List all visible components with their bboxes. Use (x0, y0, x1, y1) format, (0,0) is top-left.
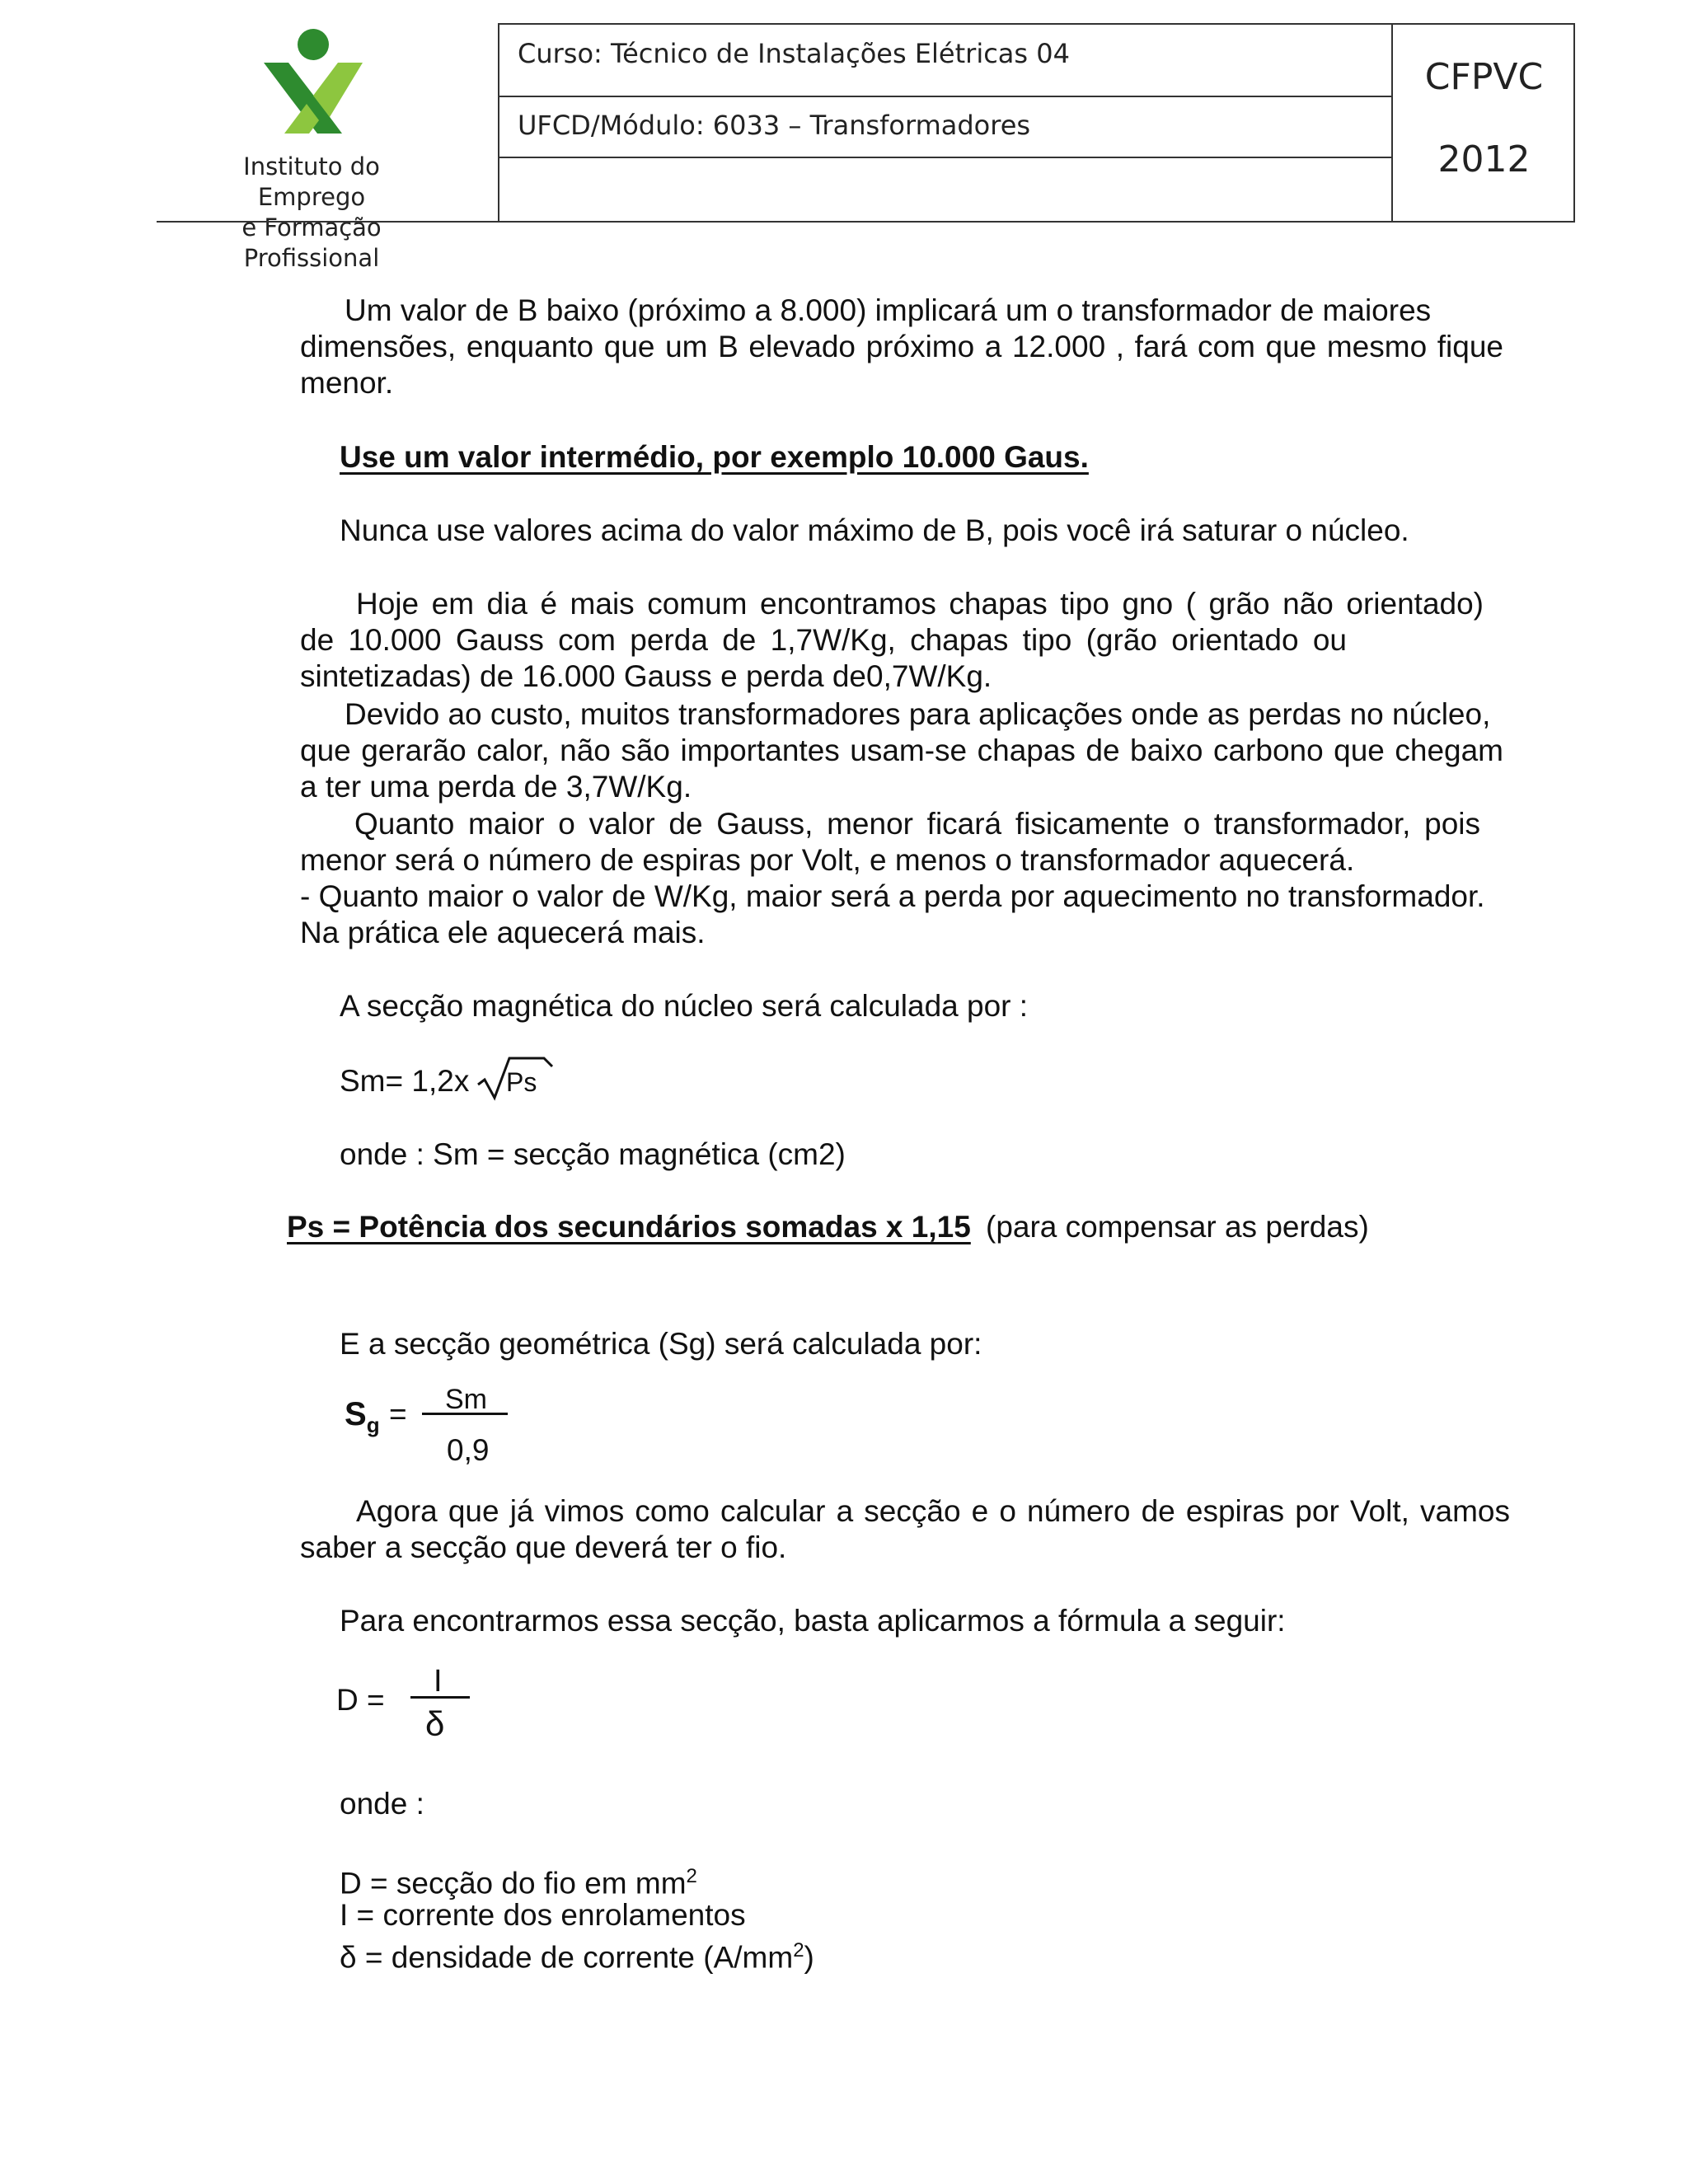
p4-line4: Na prática ele aquecerá mais. (300, 916, 706, 949)
p3-line2: que gerarão calor, não são importantes usam-se chapas de baixo carbono que chegam (300, 733, 1503, 767)
p5-line1: Agora que já vimos como calcular a secção e o número de espiras por Volt, vamos (356, 1494, 1510, 1528)
def-delta-text: δ = densidade de corrente (A/mm (340, 1940, 794, 1975)
p4-line1: Quanto maior o valor de Gauss, menor ficará fisicamente o transformador, pois (354, 807, 1480, 841)
d-numerator: I (434, 1664, 443, 1699)
where-label: onde : (340, 1787, 424, 1821)
p4-line3: - Quanto maior o valor de W/Kg, maior será a perda por aquecimento no transformador. (300, 879, 1485, 913)
sg-symbol-sub: g (366, 1413, 380, 1437)
p5-line2: saber a secção que deverá ter o fio. (300, 1530, 787, 1564)
iefp-logo-icon (251, 28, 375, 135)
sg-intro: E a secção geométrica (Sg) será calculada por: (340, 1327, 982, 1361)
d-left: D = (336, 1683, 385, 1717)
iefp-logo (188, 28, 435, 272)
sg-denominator: 0,9 (447, 1433, 490, 1467)
def-delta-sup: 2 (793, 1939, 804, 1961)
institute-name-line2: e Formação Profissional (241, 213, 382, 272)
sg-equals: = (389, 1397, 407, 1431)
sg-fraction-bar (422, 1413, 508, 1415)
def-d-text: D = secção do fio em mm (340, 1866, 687, 1900)
module-title: UFCD/Módulo: 6033 – Transformadores (499, 97, 1391, 158)
p2-line3: sintetizadas) de 16.000 Gauss e perda de0,7W/Kg. (300, 659, 992, 693)
sm-formula-left: Sm= 1,2x (340, 1064, 470, 1098)
sm-intro: A secção magnética do núcleo será calculada por : (340, 989, 1029, 1023)
def-d (340, 1858, 697, 1901)
organization-code: CFPVC (1424, 56, 1544, 98)
sm-definition: onde : Sm = secção magnética (cm2) (340, 1137, 846, 1171)
sg-symbol-s: S (345, 1396, 367, 1432)
header-divider (157, 221, 499, 223)
p1-line3: menor. (300, 366, 394, 400)
warning-text: Nunca use valores acima do valor máximo de B, pois você irá saturar o núcleo. (340, 513, 1409, 547)
d-fraction-bar (410, 1696, 470, 1699)
p2-line1: Hoje em dia é mais comum encontramos chapas tipo gno ( grão não orientado) (356, 587, 1484, 621)
ps-note: (para compensar as perdas) (986, 1210, 1369, 1244)
sm-formula-radicand: Ps (506, 1067, 537, 1097)
sg-numerator: Sm (445, 1384, 487, 1415)
def-delta-end: ) (804, 1940, 814, 1975)
p1-line2: dimensões, enquanto que um B elevado próximo a 12.000 , fará com que mesmo fique (300, 330, 1503, 363)
ps-definition: Ps = Potência dos secundários somadas x 1,15 (287, 1210, 971, 1244)
p2-line2: de 10.000 Gauss com perda de 1,7W/Kg, chapas tipo (grão orientado ou (300, 623, 1347, 657)
highlight-text: Use um valor intermédio, por exemplo 10.000 Gaus. (340, 440, 1089, 474)
document-year: 2012 (1437, 138, 1531, 180)
header-side-cell (1391, 25, 1575, 221)
p3-line3: a ter uma perda de 3,7W/Kg. (300, 770, 692, 804)
p1-line1: Um valor de B baixo (próximo a 8.000) implicará um o transformador de maiores (345, 293, 1432, 327)
header-table (498, 23, 1575, 223)
d-intro: Para encontrarmos essa secção, basta aplicarmos a fórmula a seguir: (340, 1604, 1286, 1638)
institute-name-line1: Instituto do Emprego (243, 152, 380, 211)
p4-line2: menor será o número de espiras por Volt, e menos o transformador aquecerá. (300, 843, 1355, 877)
def-i: I = corrente dos enrolamentos (340, 1898, 746, 1932)
d-denominator: δ (425, 1704, 445, 1743)
course-title: Curso: Técnico de Instalações Elétricas 04 (499, 25, 1391, 97)
p3-line1: Devido ao custo, muitos transformadores para aplicações onde as perdas no núcleo, (345, 697, 1491, 731)
def-d-sup: 2 (686, 1865, 697, 1887)
sg-symbol (345, 1396, 380, 1443)
def-delta (340, 1933, 814, 1975)
